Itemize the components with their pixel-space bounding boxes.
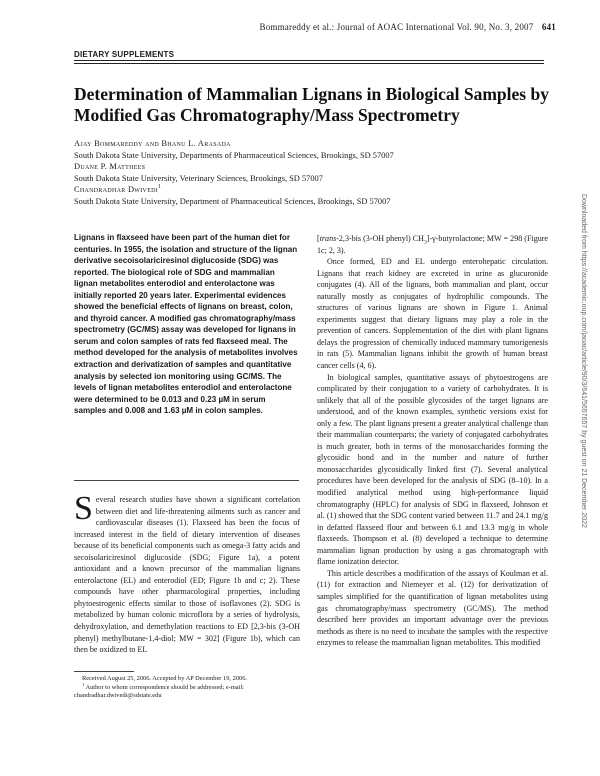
footnote-mark: 1 <box>82 681 85 687</box>
section-rule-top <box>74 60 544 61</box>
abstract-text-1: Lignans in flaxseed have been part of the human diet for centuries. In 1955, the isolation and structure of the lignan derivative secoisolariciresinol diglucoside (SDG) was reported. The biological role of SDG and mammalian lignan metabolites enterodiol and enterolactone was initially reported 20 years later. Experimental evidences showed the beneficial effects of lignans on breast, colon, and thyroid cancer. A modified gas chromatography/mass spectrometry (GC/MS) assay was developed for lignans in serum and colon samples of rats fed flaxseed meal. The method developed for the analysis of metabolites involves extraction and derivatization of samples and quantitative analysis by selected ion monitoring using GC/MS. The levels of lignan metabolites enterodiol and enterolactone were determined to be 0.013 and 0.23 <box>74 233 298 404</box>
running-head-text: Bommareddy et al.: Journal of AOAC International Vol. 90, No. 3, 2007 <box>259 22 534 32</box>
correspondence-text: Author to whom correspondence should be addressed; e-mail: chandradhar.dwivedi@sdstate.edu <box>74 683 244 700</box>
author-group-1 <box>74 138 544 161</box>
text-run: [ <box>317 234 320 243</box>
download-note: Downloaded from https://academic.oup.com/jaoac/article/90/3/641/5657657 by guest on 21 December 2022 <box>580 194 587 528</box>
drop-cap: S <box>74 490 93 527</box>
body-left-column <box>74 490 300 656</box>
received-note: Received August 25, 2006. Accepted by AP December 19, 2006. <box>82 675 247 682</box>
paragraph <box>317 233 548 256</box>
paragraph: Once formed, ED and EL undergo enterohepatic circulation. Lignans that reach kidney are excreted in urine as glucuronide conjugates (4). All of the lignans, both mammalian and plant, occur naturally mostly as conjugates of hydrophilic compounds. The structures of various lignans are shown in Figure 1. Animal experiments suggest that dietary lignans may play a role in the prevention of cancers. Supplementation of the diet with plant lignans delays the progression of chemically induced mammary tumorigenesis in rats (5). Mammalian lignans inhibit the growth of human breast cancer cells (4, 6). <box>317 257 548 371</box>
footnote-divider <box>74 671 134 672</box>
author-names: Ajay Bommareddy and Bhanu L. Arasada <box>74 139 231 148</box>
abstract-unit-1: µM <box>218 394 230 404</box>
paragraph: This article describes a modification of the assays of Koulman et al. (11) for extraction and Niemeyer et al. (12) for derivatization of samples simplified for the quantification of lignan metabolites using gas chromatography/mass spectrometry (GC/MS). The method described here provides an important advantage over the previous methods as there is no need to incubate the samples with the respective enzymes to release the mammalian lignan metabolites. This modified <box>317 568 548 648</box>
author-names: Chandradhar Dwivedi <box>74 185 159 195</box>
abstract-text-2: in serum samples and 0.008 and 1.63 <box>74 394 266 416</box>
page-number: 641 <box>541 22 556 32</box>
abstract-divider <box>74 480 299 481</box>
section-rule-bottom <box>74 63 544 64</box>
body-right-column <box>317 233 548 649</box>
subscript: 3 <box>423 239 427 246</box>
article-title: Determination of Mammalian Lignans in Biological Samples by Modified Gas Chromatography/Mass Spectrometry <box>74 84 549 125</box>
author-block <box>74 138 544 208</box>
abstract <box>74 232 299 417</box>
abstract-text-3: in colon samples. <box>193 406 263 416</box>
author-group-2 <box>74 161 544 184</box>
running-head <box>260 22 557 32</box>
download-sidebar <box>576 194 590 754</box>
paragraph: In biological samples, quantitative assays of phytoestrogens are complicated by their conjugation to a variety of carbohydrates. It is unlikely that all of the possible glycosides of the target lignans are understood, and of the known examples, synthetic versions exist for only a few. The plant lignans present a greater analytical challenge than their mammalian counterparts; the variety of conjugated carbohydrates is much greater, both in terms of the monosaccharides forming the glycosidic bond and in the number and nature of further monosaccharides glycosidically linked first (7). Several analytical procedures have been developed for the analysis of SDG (8–10). In a modified analytical method using high-performance liquid chromatography (HPLC) for analysis of SDG in flaxseed, Johnson et al. (1) showed that the SDG content varied between 11.7 and 24.1 mg/g in defatted flaxseed flour and between 6.1 and 13.3 mg/g in whole flaxseeds. Thompson et al. (8) developed a technique to determine mammalian lignan production by using a gas chromatograph with flame ionization detector. <box>317 372 548 567</box>
italic-text: trans <box>319 234 337 243</box>
section-label: DIETARY SUPPLEMENTS <box>74 50 175 59</box>
author-group-3 <box>74 184 544 207</box>
author-names: Duane P. Matthees <box>74 162 146 172</box>
author-footnote-mark: 1 <box>158 184 162 191</box>
abstract-unit-2: µM <box>181 406 194 416</box>
footnotes <box>74 675 300 701</box>
author-affiliation: South Dakota State University, Veterinary Sciences, Brookings, SD 57007 <box>74 173 323 183</box>
paragraph-text: everal research studies have shown a significant correlation between diet and life-threatening ailments such as cancer and cardiovascular diseases (1). Flaxseed has been the focus of increased interest in the field of dietary intervention of diseases because of its beneficial components such as omega-3 fatty acids and secoisolariciresinol diglucoside (SDG; Figure 1a), a potent antioxidant and a known precursor of the mammalian lignans enterolactone (EL) and enterodiol (ED; Figure 1b and c; 2). These compounds have other pharmacological properties, including phytoestrogenic effects similar to those of isoflavones (2). SDG is metabolized by human colonic microflora by a series of hydrolysis, dehydroxylation, and demethylation reactions to ED [2,3-bis (3-OH phenyl) methylbutane-1,4-diol; MW = 302] (Figure 1b), which can then be oxidized to EL <box>74 495 300 655</box>
correspondence-note <box>74 681 300 701</box>
author-affiliation: South Dakota State University, Department of Pharmaceutical Sciences, Brookings, SD 57007 <box>74 196 391 206</box>
text-run: -2,3-bis (3-OH phenyl) CH <box>336 234 424 243</box>
paragraph <box>74 490 300 656</box>
text-run: ]-γ-butyrolactone; MW = 298 (Figure 1c; 2, 3). <box>317 234 548 255</box>
author-affiliation: South Dakota State University, Departments of Pharmaceutical Sciences, Brookings, SD 57007 <box>74 150 394 160</box>
